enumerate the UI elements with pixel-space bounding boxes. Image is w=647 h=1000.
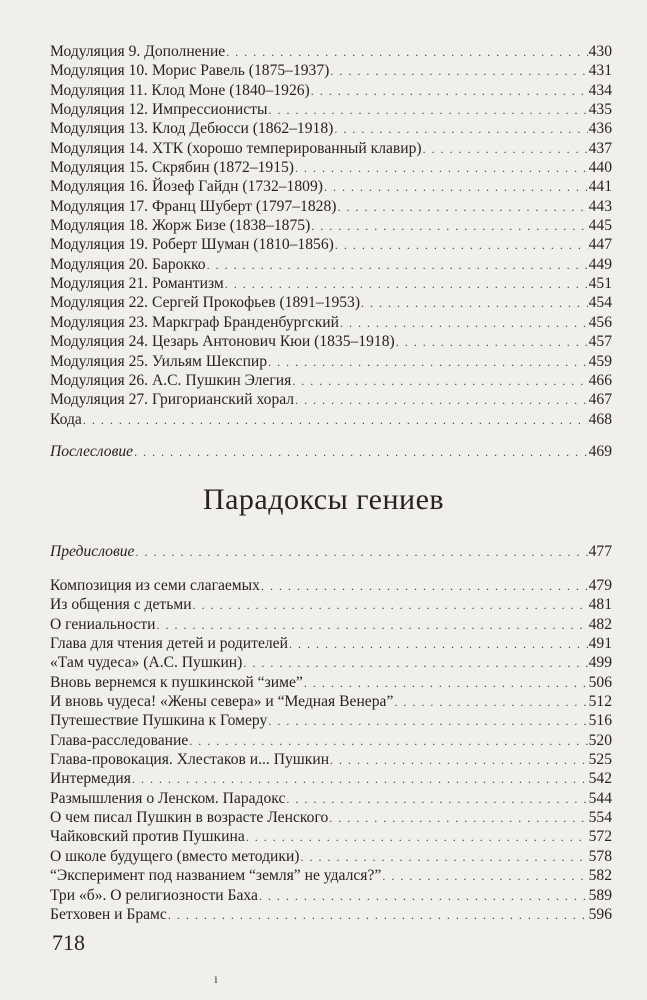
toc-preface: [50, 542, 612, 561]
toc-entry: Вновь вернемся к пушкинской “зиме” . . . 506: [50, 673, 612, 692]
toc-entry: Модуляция 11. Клод Моне (1840–1926) . . . 434: [50, 81, 612, 100]
section-heading: Парадоксы гениев: [202, 483, 445, 516]
toc-entry: Глава-расследование . . . 520: [50, 731, 612, 750]
toc-entry: Интермедия . . . 542: [50, 769, 612, 788]
printer-mark: ı: [214, 972, 218, 987]
toc-entry: Модуляция 10. Морис Равель (1875–1937) . . . 431: [50, 61, 612, 80]
toc-entry: Модуляция 9. Дополнение . . . 430: [50, 42, 612, 61]
toc-entry: Композиция из семи слагаемых . . . 479: [50, 576, 612, 595]
toc-entry-afterword: Послесловие . . . 469: [50, 442, 612, 461]
toc-entry: Модуляция 23. Маркграф Бранденбургский . . . 456: [50, 313, 612, 332]
toc-entry: Путешествие Пушкина к Гомеру . . . 516: [50, 711, 612, 730]
toc-entry: Модуляция 20. Барокко . . . 449: [50, 255, 612, 274]
toc-entry: «Там чудеса» (А.С. Пушкин) . . . 499: [50, 653, 612, 672]
page-number: 718: [52, 930, 85, 955]
toc-entry: Кода . . . 468: [50, 410, 612, 429]
toc-entry: О чем писал Пушкин в возрасте Ленского . . . 554: [50, 808, 612, 827]
toc-entry: “Эксперимент под названием “земля” не удался?” . . . 582: [50, 866, 612, 885]
toc-entry: Модуляция 12. Импрессионисты . . . 435: [50, 100, 612, 119]
toc-entry: Размышления о Ленском. Парадокс . . . 544: [50, 789, 612, 808]
toc-entry: Модуляция 19. Роберт Шуман (1810–1856) . . . 447: [50, 235, 612, 254]
toc-entry: Три «б». О религиозности Баха . . . 589: [50, 886, 612, 905]
toc-entry: Модуляция 15. Скрябин (1872–1915) . . . 440: [50, 158, 612, 177]
toc-entry: Бетховен и Брамс . . . 596: [50, 905, 612, 924]
toc-entry: Модуляция 21. Романтизм . . . 451: [50, 274, 612, 293]
toc-entry: Глава-провокация. Хлестаков и... Пушкин . . . 525: [50, 750, 612, 769]
toc-entry: О школе будущего (вместо методики) . . . 578: [50, 847, 612, 866]
toc-section-paradoxes: [50, 576, 612, 924]
toc-entry: Модуляция 16. Йозеф Гайдн (1732–1809) . . . 441: [50, 177, 612, 196]
toc-section-modulations: [50, 42, 612, 429]
toc-entry: Модуляция 24. Цезарь Антонович Кюи (1835–1918) . . . 457: [50, 332, 612, 351]
toc-entry: Модуляция 13. Клод Дебюсси (1862–1918) . . . 436: [50, 119, 612, 138]
toc-entry: Модуляция 18. Жорж Бизе (1838–1875) . . . 445: [50, 216, 612, 235]
toc-afterword: [50, 442, 612, 461]
toc-entry: Из общения с детьми . . . 481: [50, 595, 612, 614]
toc-entry: Модуляция 25. Уильям Шекспир . . . 459: [50, 352, 612, 371]
toc-entry-preface: Предисловие . . . 477: [50, 542, 612, 561]
toc-entry: Модуляция 17. Франц Шуберт (1797–1828) . . . 443: [50, 197, 612, 216]
toc-entry: О гениальности . . . 482: [50, 615, 612, 634]
toc-entry: Модуляция 26. А.С. Пушкин Элегия . . . 466: [50, 371, 612, 390]
toc-entry: Глава для чтения детей и родителей . . . 491: [50, 634, 612, 653]
toc-entry: Модуляция 14. ХТК (хорошо темперированный клавир) . . . 437: [50, 139, 612, 158]
toc-entry: Модуляция 27. Григорианский хорал . . . 467: [50, 390, 612, 409]
toc-entry: Модуляция 22. Сергей Прокофьев (1891–1953) . . . 454: [50, 293, 612, 312]
toc-entry: Чайковский против Пушкина . . . 572: [50, 827, 612, 846]
toc-entry: И вновь чудеса! «Жены севера» и “Медная Венера” . . . 512: [50, 692, 612, 711]
